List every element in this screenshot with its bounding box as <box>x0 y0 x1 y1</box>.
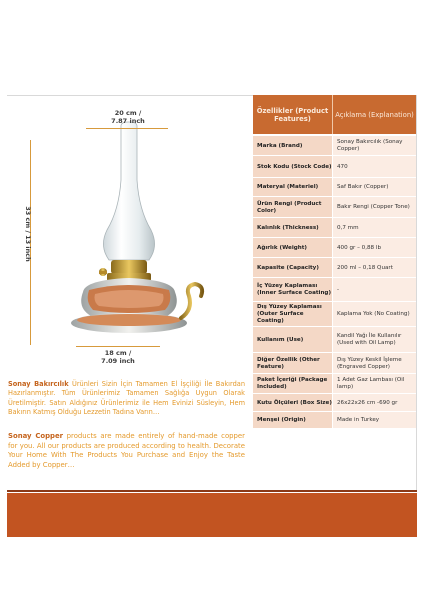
dimension-width-bottom-in: 7.09 inch <box>101 357 135 365</box>
spec-key: Kullanım (Use) <box>253 327 332 353</box>
spec-value: Sonay Bakırcılık (Sonay Copper) <box>333 136 416 156</box>
dimension-width-top-cm: 20 cm / <box>114 109 142 117</box>
spec-key: Materyal (Materiel) <box>253 178 332 197</box>
spec-key: Paket İçeriği (Package Included) <box>253 374 332 394</box>
spec-value: Dış Yüzey Keskil İşleme (Engraved Copper) <box>333 353 416 374</box>
spec-key: Ağırlık (Weight) <box>253 238 332 258</box>
spec-row <box>253 217 416 238</box>
dimension-width-top-in: 7.87 inch <box>111 117 145 125</box>
spec-value: Made in Turkey <box>333 412 416 428</box>
spec-row <box>253 237 416 258</box>
spec-value: Bakır Rengi (Copper Tone) <box>333 197 416 218</box>
spec-key: İç Yüzey Kaplaması (Inner Surface Coating) <box>253 278 332 302</box>
spec-row <box>253 411 416 428</box>
spec-value: 0,7 mm <box>333 218 416 238</box>
spec-value: Kandil Yağı İle Kullanılır (Used with Oil Lamp) <box>333 327 416 353</box>
spec-row <box>253 352 416 374</box>
frame-right-line <box>416 95 417 490</box>
dimension-height: 33 cm / 13 inch <box>24 206 32 262</box>
spec-value: Saf Bakır (Copper) <box>333 178 416 197</box>
oil-lamp-image <box>55 120 215 345</box>
footer-band <box>7 493 417 537</box>
spec-value: Kaplama Yok (No Coating) <box>333 302 416 327</box>
spec-row <box>253 301 416 327</box>
spec-key: Kalınlık (Thickness) <box>253 218 332 238</box>
description-turkish <box>8 380 245 418</box>
spec-value: 400 gr – 0,88 lb <box>333 238 416 258</box>
table-header-features: Özellikler (Product Features) <box>253 95 333 134</box>
spec-row <box>253 277 416 302</box>
spec-row <box>253 257 416 278</box>
spec-row <box>253 326 416 353</box>
spec-row <box>253 135 416 156</box>
description-english <box>8 432 245 470</box>
spec-value: 26x22x26 cm -690 gr <box>333 394 416 412</box>
spec-key: Dış Yüzey Kaplaması (Outer Surface Coating) <box>253 302 332 327</box>
dimension-width-bottom-cm: 18 cm / <box>104 349 132 357</box>
spec-value: 200 ml – 0,18 Quart <box>333 258 416 278</box>
spec-key: Diğer Özellik (Other Feature) <box>253 353 332 374</box>
footer-line <box>7 490 417 492</box>
spec-row <box>253 155 416 178</box>
dimension-width-bottom <box>98 349 138 365</box>
width-top-arrow <box>86 128 168 129</box>
spec-row <box>253 393 416 412</box>
spec-key: Marka (Brand) <box>253 136 332 156</box>
brand-name-tr: Sonay Bakırcılık <box>8 380 69 388</box>
spec-value: - <box>333 278 416 302</box>
spec-key: Stok Kodu (Stock Code) <box>253 156 332 178</box>
description-en-text: products are made entirely of hand-made copper for you. All our products are produced according to health. Decorate Your Home With The Products You Purchase and Enjoy the Taste Added by Copper… <box>8 432 245 469</box>
spec-row <box>253 177 416 197</box>
description-tr-text: Ürünleri Sizin İçin Tamamen El İşçiliği İle Bakırdan Hazırlanmıştır. Tüm Ürünlerimiz Tamamen Sağlığa Uygun Olarak Üretilmiştir. Satın Aldığınız Ürünlerimiz ile Hem Evinizi Süsleyin, Hem Bakırın Katmış Olduğu Lezzetin Tadına Varın… <box>8 380 246 417</box>
spec-key: Menşei (Origin) <box>253 412 332 428</box>
spec-key: Kapasite (Capacity) <box>253 258 332 278</box>
width-bottom-arrow <box>76 346 160 347</box>
spec-value: 1 Adet Gaz Lambası (Oil lamp) <box>333 374 416 394</box>
dimension-width-top <box>108 109 148 125</box>
brand-name-en: Sonay Copper <box>8 432 64 440</box>
spec-value: 470 <box>333 156 416 178</box>
spec-row <box>253 196 416 218</box>
spec-key: Kutu Ölçüleri (Box Size) <box>253 394 332 412</box>
spec-row <box>253 373 416 394</box>
table-header-explanation: Açıklama (Explanation) <box>333 95 416 134</box>
spec-key: Ürün Rengi (Product Color) <box>253 197 332 218</box>
